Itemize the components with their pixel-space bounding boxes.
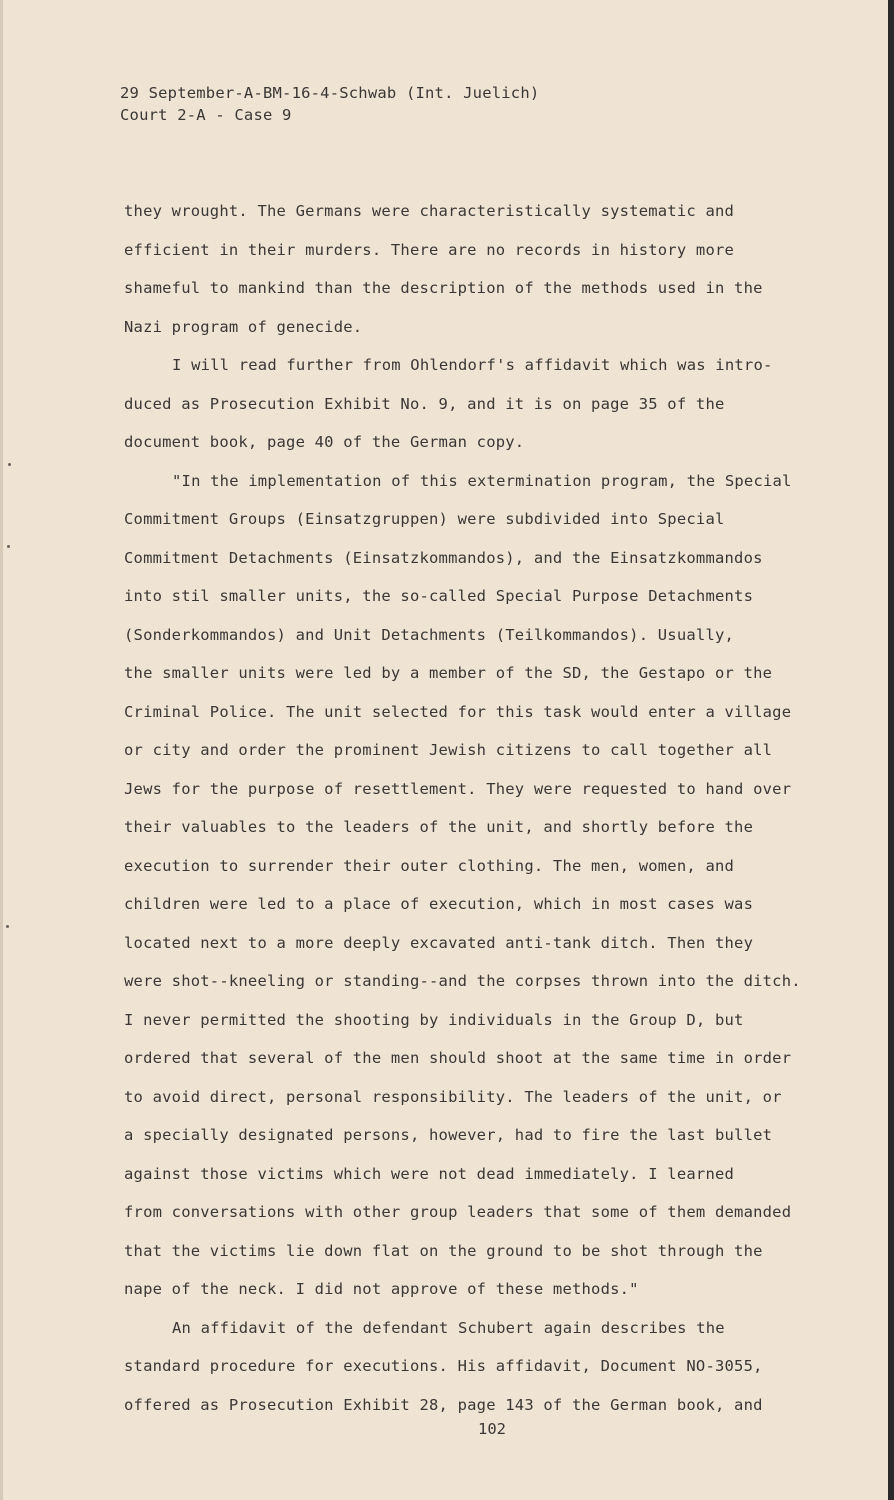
text-line: located next to a more deeply excavated anti-tank ditch. Then they [124, 933, 754, 952]
text-line: Commitment Detachments (Einsatzkommandos), and the Einsatzkommandos [124, 548, 763, 567]
document-header [120, 82, 539, 126]
text-line: "In the implementation of this extermination program, the Special [172, 471, 792, 490]
text-line: Nazi program of genecide. [124, 317, 363, 336]
text-line: that the victims lie down flat on the ground to be shot through the [124, 1241, 763, 1260]
paper-speck [8, 463, 11, 466]
paper-speck [7, 545, 10, 548]
text-line: against those victims which were not dead immediately. I learned [124, 1164, 735, 1183]
text-line: shameful to mankind than the description of the methods used in the [124, 279, 763, 297]
header-court-case: Court 2-A - Case 9 [120, 106, 292, 124]
text-line: ordered that several of the men should shoot at the same time in order [124, 1049, 792, 1067]
text-line: offered as Prosecution Exhibit 28, page 143 of the German book, and [124, 1395, 763, 1414]
paper-speck [6, 925, 9, 928]
text-line: their valuables to the leaders of the unit, and shortly before the [124, 818, 754, 836]
text-line: Criminal Police. The unit selected for this task would enter a village [124, 702, 792, 721]
header-case-reference: 29 September-A-BM-16-4-Schwab (Int. Juelich) [120, 84, 540, 102]
page-left-edge [0, 0, 3, 1500]
text-line: duced as Prosecution Exhibit No. 9, and it is on page 35 of the [124, 394, 725, 413]
text-line: An affidavit of the defendant Schubert again describes the [172, 1318, 725, 1337]
text-line: a specially designated persons, however, had to fire the last bullet [124, 1126, 773, 1144]
text-line: nape of the neck. I did not approve of these methods." [124, 1280, 639, 1298]
text-line: standard procedure for executions. His affidavit, Document NO-3055, [124, 1357, 763, 1375]
text-line: Jews for the purpose of resettlement. They were requested to hand over [124, 779, 792, 798]
text-line: execution to surrender their outer clothing. The men, women, and [124, 856, 735, 875]
text-line: I will read further from Ohlendorf's affidavit which was intro- [172, 356, 773, 374]
text-line: efficient in their murders. There are no records in history more [124, 240, 735, 259]
text-line: Commitment Groups (Einsatzgruppen) were subdivided into Special [124, 510, 725, 528]
text-line: document book, page 40 of the German copy. [124, 433, 525, 451]
text-line: (Sonderkommandos) and Unit Detachments (Teilkommandos). Usually, [124, 625, 735, 644]
text-line: the smaller units were led by a member of the SD, the Gestapo or the [124, 664, 773, 682]
text-line: into stil smaller units, the so-called Special Purpose Detachments [124, 587, 754, 605]
page-number: 102 [478, 1420, 506, 1438]
text-line: or city and order the prominent Jewish citizens to call together all [124, 741, 773, 759]
text-line: were shot--kneeling or standing--and the corpses thrown into the ditch. [124, 972, 801, 990]
text-line: I never permitted the shooting by individuals in the Group D, but [124, 1010, 744, 1029]
text-line: to avoid direct, personal responsibility. The leaders of the unit, or [124, 1087, 782, 1106]
text-line: children were led to a place of execution, which in most cases was [124, 895, 754, 913]
document-body [124, 192, 824, 1424]
text-line: they wrought. The Germans were characteristically systematic and [124, 202, 735, 220]
page-right-edge [888, 0, 894, 1500]
text-line: from conversations with other group leaders that some of them demanded [124, 1203, 792, 1221]
